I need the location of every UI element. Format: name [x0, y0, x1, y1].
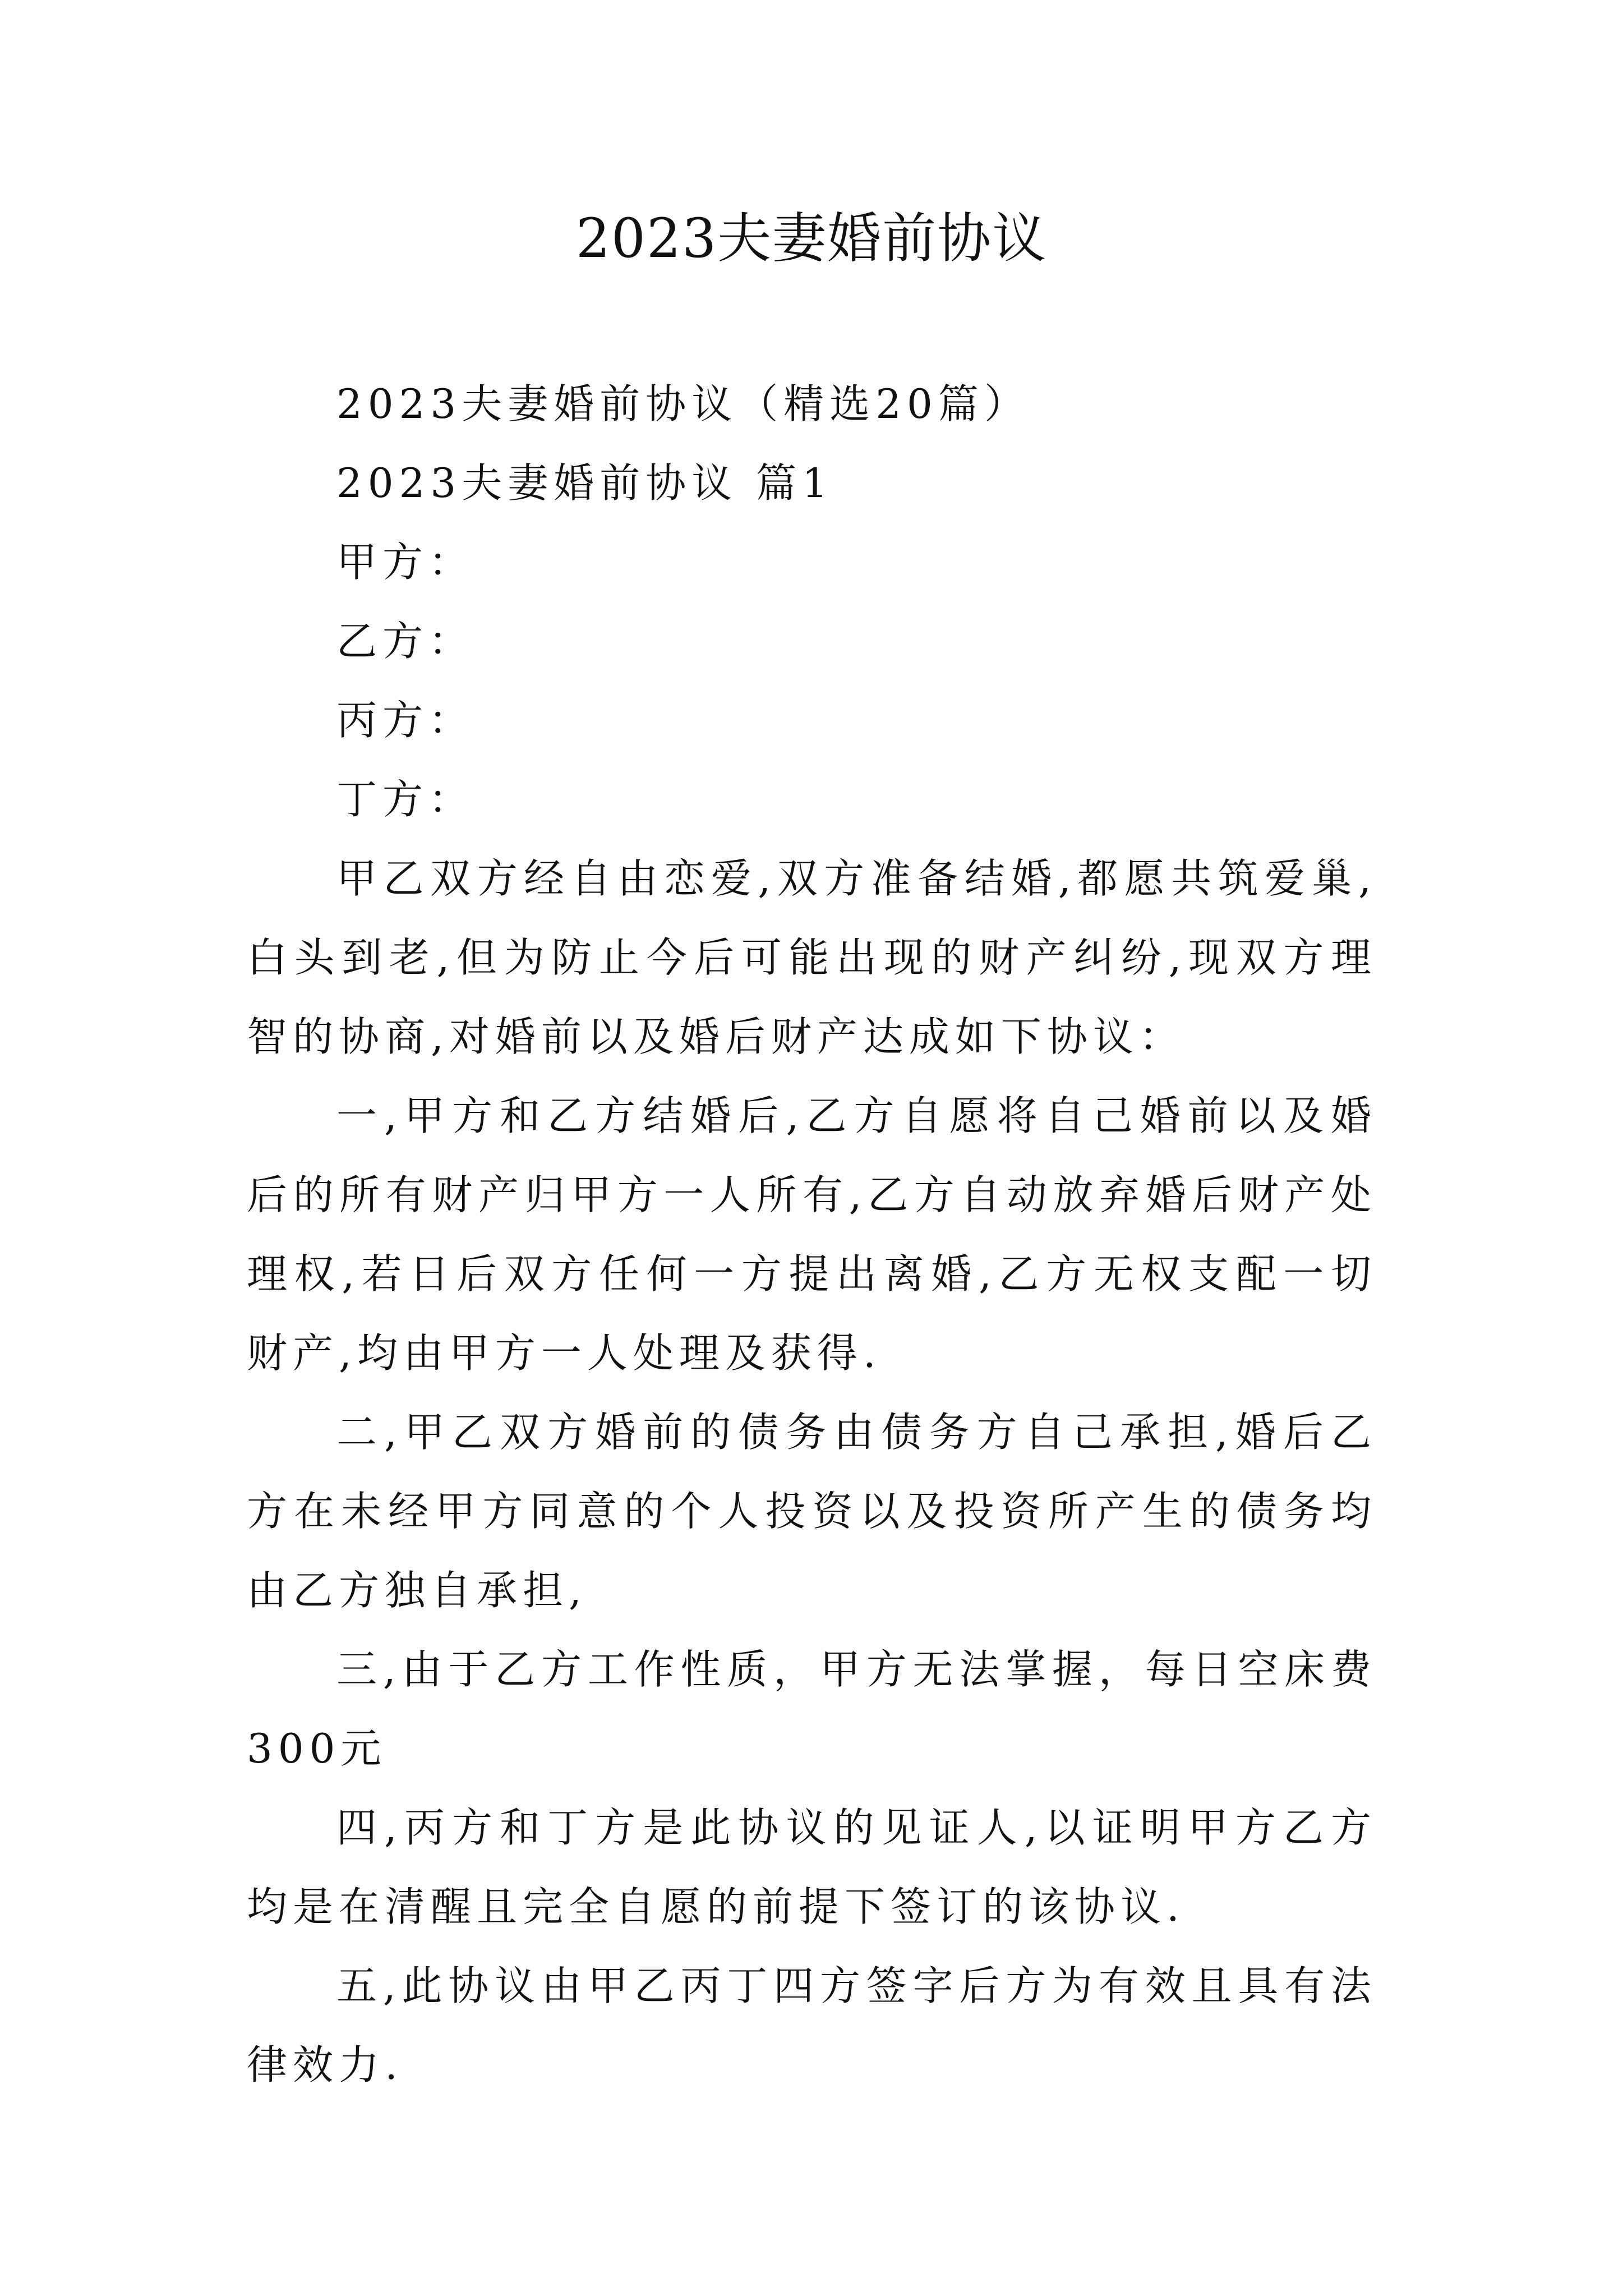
collection-title: 2023夫妻婚前协议（精选20篇） — [336, 380, 1030, 427]
document-title: 2023夫妻婚前协议 — [575, 207, 1048, 270]
document-body — [247, 365, 1377, 2105]
clause-2-paragraph: 二,甲乙双方婚前的债务由债务方自己承担,婚后乙方在未经甲方同意的个人投资以及投资所产生的债务均由乙方独自承担, — [247, 1409, 1377, 1614]
article-title: 2023夫妻婚前协议 篇1 — [336, 459, 833, 507]
clause-3-paragraph: 三,由于乙方工作性质，甲方无法掌握，每日空床费300元 — [247, 1646, 1377, 1772]
clause-1-paragraph: 一,甲方和乙方结婚后,乙方自愿将自己婚前以及婚后的所有财产归甲方一人所有,乙方自动放弃婚后财产处理权,若日后双方任何一方提出离婚,乙方无权支配一切财产,均由甲方一人处理及获得. — [247, 1092, 1377, 1377]
party-a-label: 甲方： — [336, 539, 475, 586]
clause-4-paragraph: 四,丙方和丁方是此协议的见证人,以证明甲方乙方均是在清醒且完全自愿的前提下签订的该协议. — [247, 1804, 1377, 1930]
intro-paragraph: 甲乙双方经自由恋爱,双方准备结婚,都愿共筑爱巢,白头到老,但为防止今后可能出现的财产纠纷,现双方理智的协商,对婚前以及婚后财产达成如下协议： — [247, 855, 1377, 1060]
party-b-label: 乙方： — [336, 618, 475, 665]
party-d-label: 丁方： — [336, 776, 475, 823]
party-c-label: 丙方： — [336, 697, 475, 744]
clause-5-paragraph: 五,此协议由甲乙丙丁四方签字后方为有效且具有法律效力. — [247, 1962, 1377, 2088]
